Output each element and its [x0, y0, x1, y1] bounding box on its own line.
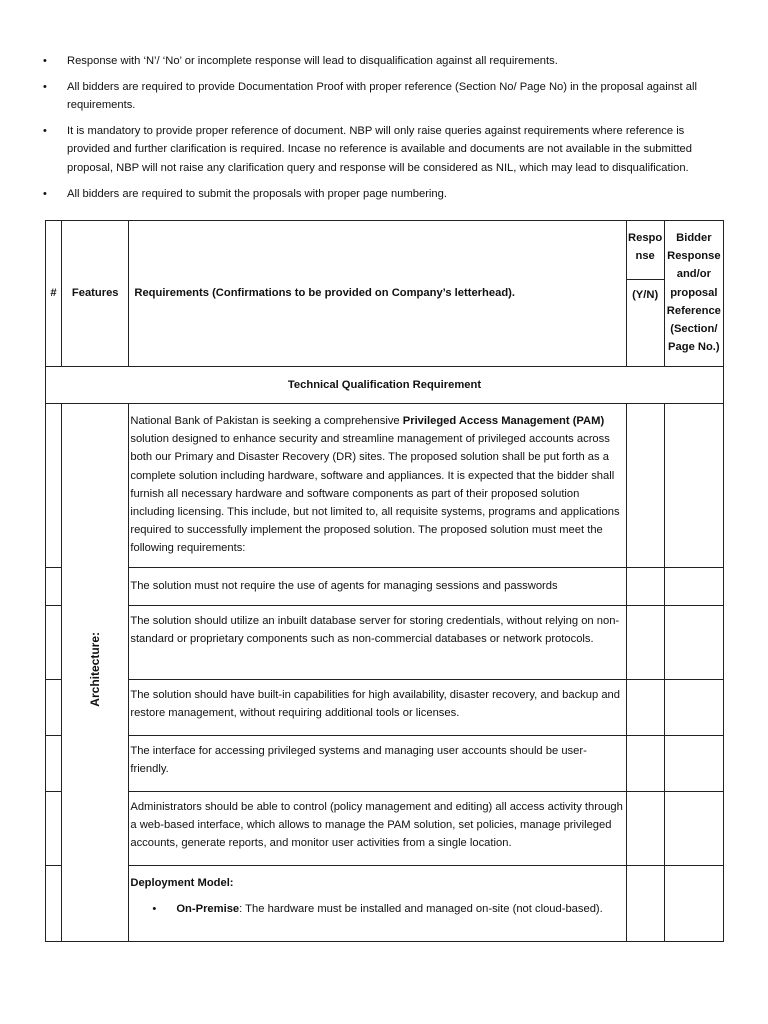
intro-text-end: solution designed to enhance security and streamline management of privileged accounts across both our Primary and Disaster Recovery (DR) sites. The proposed solution shall be put forth as a complete solution including hardware, software and appliances. It is expected that the bidder shall furnish all necessary hardware and software components as part of their proposed solution including licensing. This include, but not limited to, all requisite systems, programs and applications required to successfully implement the proposed solution. The proposed solution must meet the following requirements: [130, 433, 620, 555]
table-header-row [46, 221, 724, 280]
bullet-icon: • [152, 903, 157, 916]
header-response: Response [626, 221, 664, 280]
response-cell[interactable] [626, 680, 664, 736]
row-num-cell [46, 404, 62, 568]
requirement-text: The solution must not require the use of agents for managing sessions and passwords [129, 568, 626, 606]
bullet-icon: • [43, 124, 47, 137]
table-row [46, 568, 724, 606]
table-row [46, 680, 724, 736]
bullet-icon: • [43, 187, 47, 200]
response-cell[interactable] [626, 606, 664, 680]
table-row [46, 736, 724, 792]
instruction-text: Response with ‘N’/ ‘No’ or incomplete response will lead to disqualification against all requirements. [67, 55, 558, 67]
bidder-reference-cell[interactable] [664, 866, 723, 942]
requirement-text: The solution should utilize an inbuilt database server for storing credentials, without relying on non-standard or proprietary components such as non-commercial databases or network protocols. [129, 606, 626, 680]
instruction-text: It is mandatory to provide proper reference of document. NBP will only raise queries against requirements where reference is provided and further clarification is required. Incase no reference is available and documents are not available in the submitted proposal, NBP will not raise any clarification query and response will be considered as NIL, which may lead to disqualification. [67, 124, 692, 174]
response-cell[interactable] [626, 568, 664, 606]
header-bidder-response: Bidder Response and/or proposal Reference (Section/ Page No.) [664, 221, 723, 367]
instruction-item [43, 122, 723, 178]
deployment-item-label: On-Premise [176, 903, 240, 916]
bullet-icon: • [43, 80, 47, 93]
response-cell[interactable] [626, 736, 664, 792]
intro-text-start: National Bank of Pakistan is seeking a comprehensive [130, 415, 403, 427]
requirement-intro [129, 404, 626, 568]
table-row [46, 606, 724, 680]
deployment-model-cell [129, 866, 626, 942]
header-requirements: Requirements (Confirmations to be provided on Company’s letterhead). [129, 221, 626, 367]
response-cell[interactable] [626, 404, 664, 568]
row-num-cell [46, 866, 62, 942]
instruction-item [43, 185, 723, 204]
instruction-text: All bidders are required to provide Documentation Proof with proper reference (Section No/ Page No) in the proposal against all requirements. [67, 80, 697, 112]
feature-label: Architecture: [88, 632, 103, 707]
table-row [46, 866, 724, 942]
section-title: Technical Qualification Requirement [46, 367, 724, 404]
requirements-table [45, 220, 724, 942]
header-response-yn: (Y/N) [626, 280, 664, 367]
feature-cell [62, 404, 129, 942]
deployment-title: Deployment Model: [130, 877, 234, 889]
requirement-text: The solution should have built-in capabilities for high availability, disaster recovery, and backup and restore management, without requiring additional tools or licenses. [129, 680, 626, 736]
bidder-reference-cell[interactable] [664, 792, 723, 866]
row-num-cell [46, 736, 62, 792]
row-num-cell [46, 792, 62, 866]
row-num-cell [46, 606, 62, 680]
table-row [46, 404, 724, 568]
section-title-row [46, 367, 724, 404]
bidder-reference-cell[interactable] [664, 606, 723, 680]
table-row [46, 792, 724, 866]
row-num-cell [46, 680, 62, 736]
requirement-text: The interface for accessing privileged systems and managing user accounts should be user-friendly. [129, 736, 626, 792]
bidder-reference-cell[interactable] [664, 404, 723, 568]
instruction-item [43, 78, 723, 115]
bidder-reference-cell[interactable] [664, 736, 723, 792]
instructions-list [0, 52, 768, 210]
response-cell[interactable] [626, 866, 664, 942]
instruction-text: All bidders are required to submit the proposals with proper page numbering. [67, 187, 447, 200]
response-cell[interactable] [626, 792, 664, 866]
row-num-cell [46, 568, 62, 606]
requirement-text: Administrators should be able to control (policy management and editing) all access activity through a web-based interface, which allows to manage the PAM solution, set policies, manage privileged accounts, generate reports, and monitor user activities from a single location. [129, 792, 626, 866]
bidder-reference-cell[interactable] [664, 568, 723, 606]
bidder-reference-cell[interactable] [664, 680, 723, 736]
bullet-icon: • [43, 55, 47, 67]
intro-text-bold: Privileged Access Management (PAM) [402, 415, 605, 427]
header-features: Features [62, 221, 129, 367]
instruction-item [43, 52, 723, 71]
deployment-item [150, 900, 623, 918]
deployment-item-text: : The hardware must be installed and managed on-site (not cloud-based). [239, 903, 603, 916]
header-num: # [46, 221, 62, 367]
